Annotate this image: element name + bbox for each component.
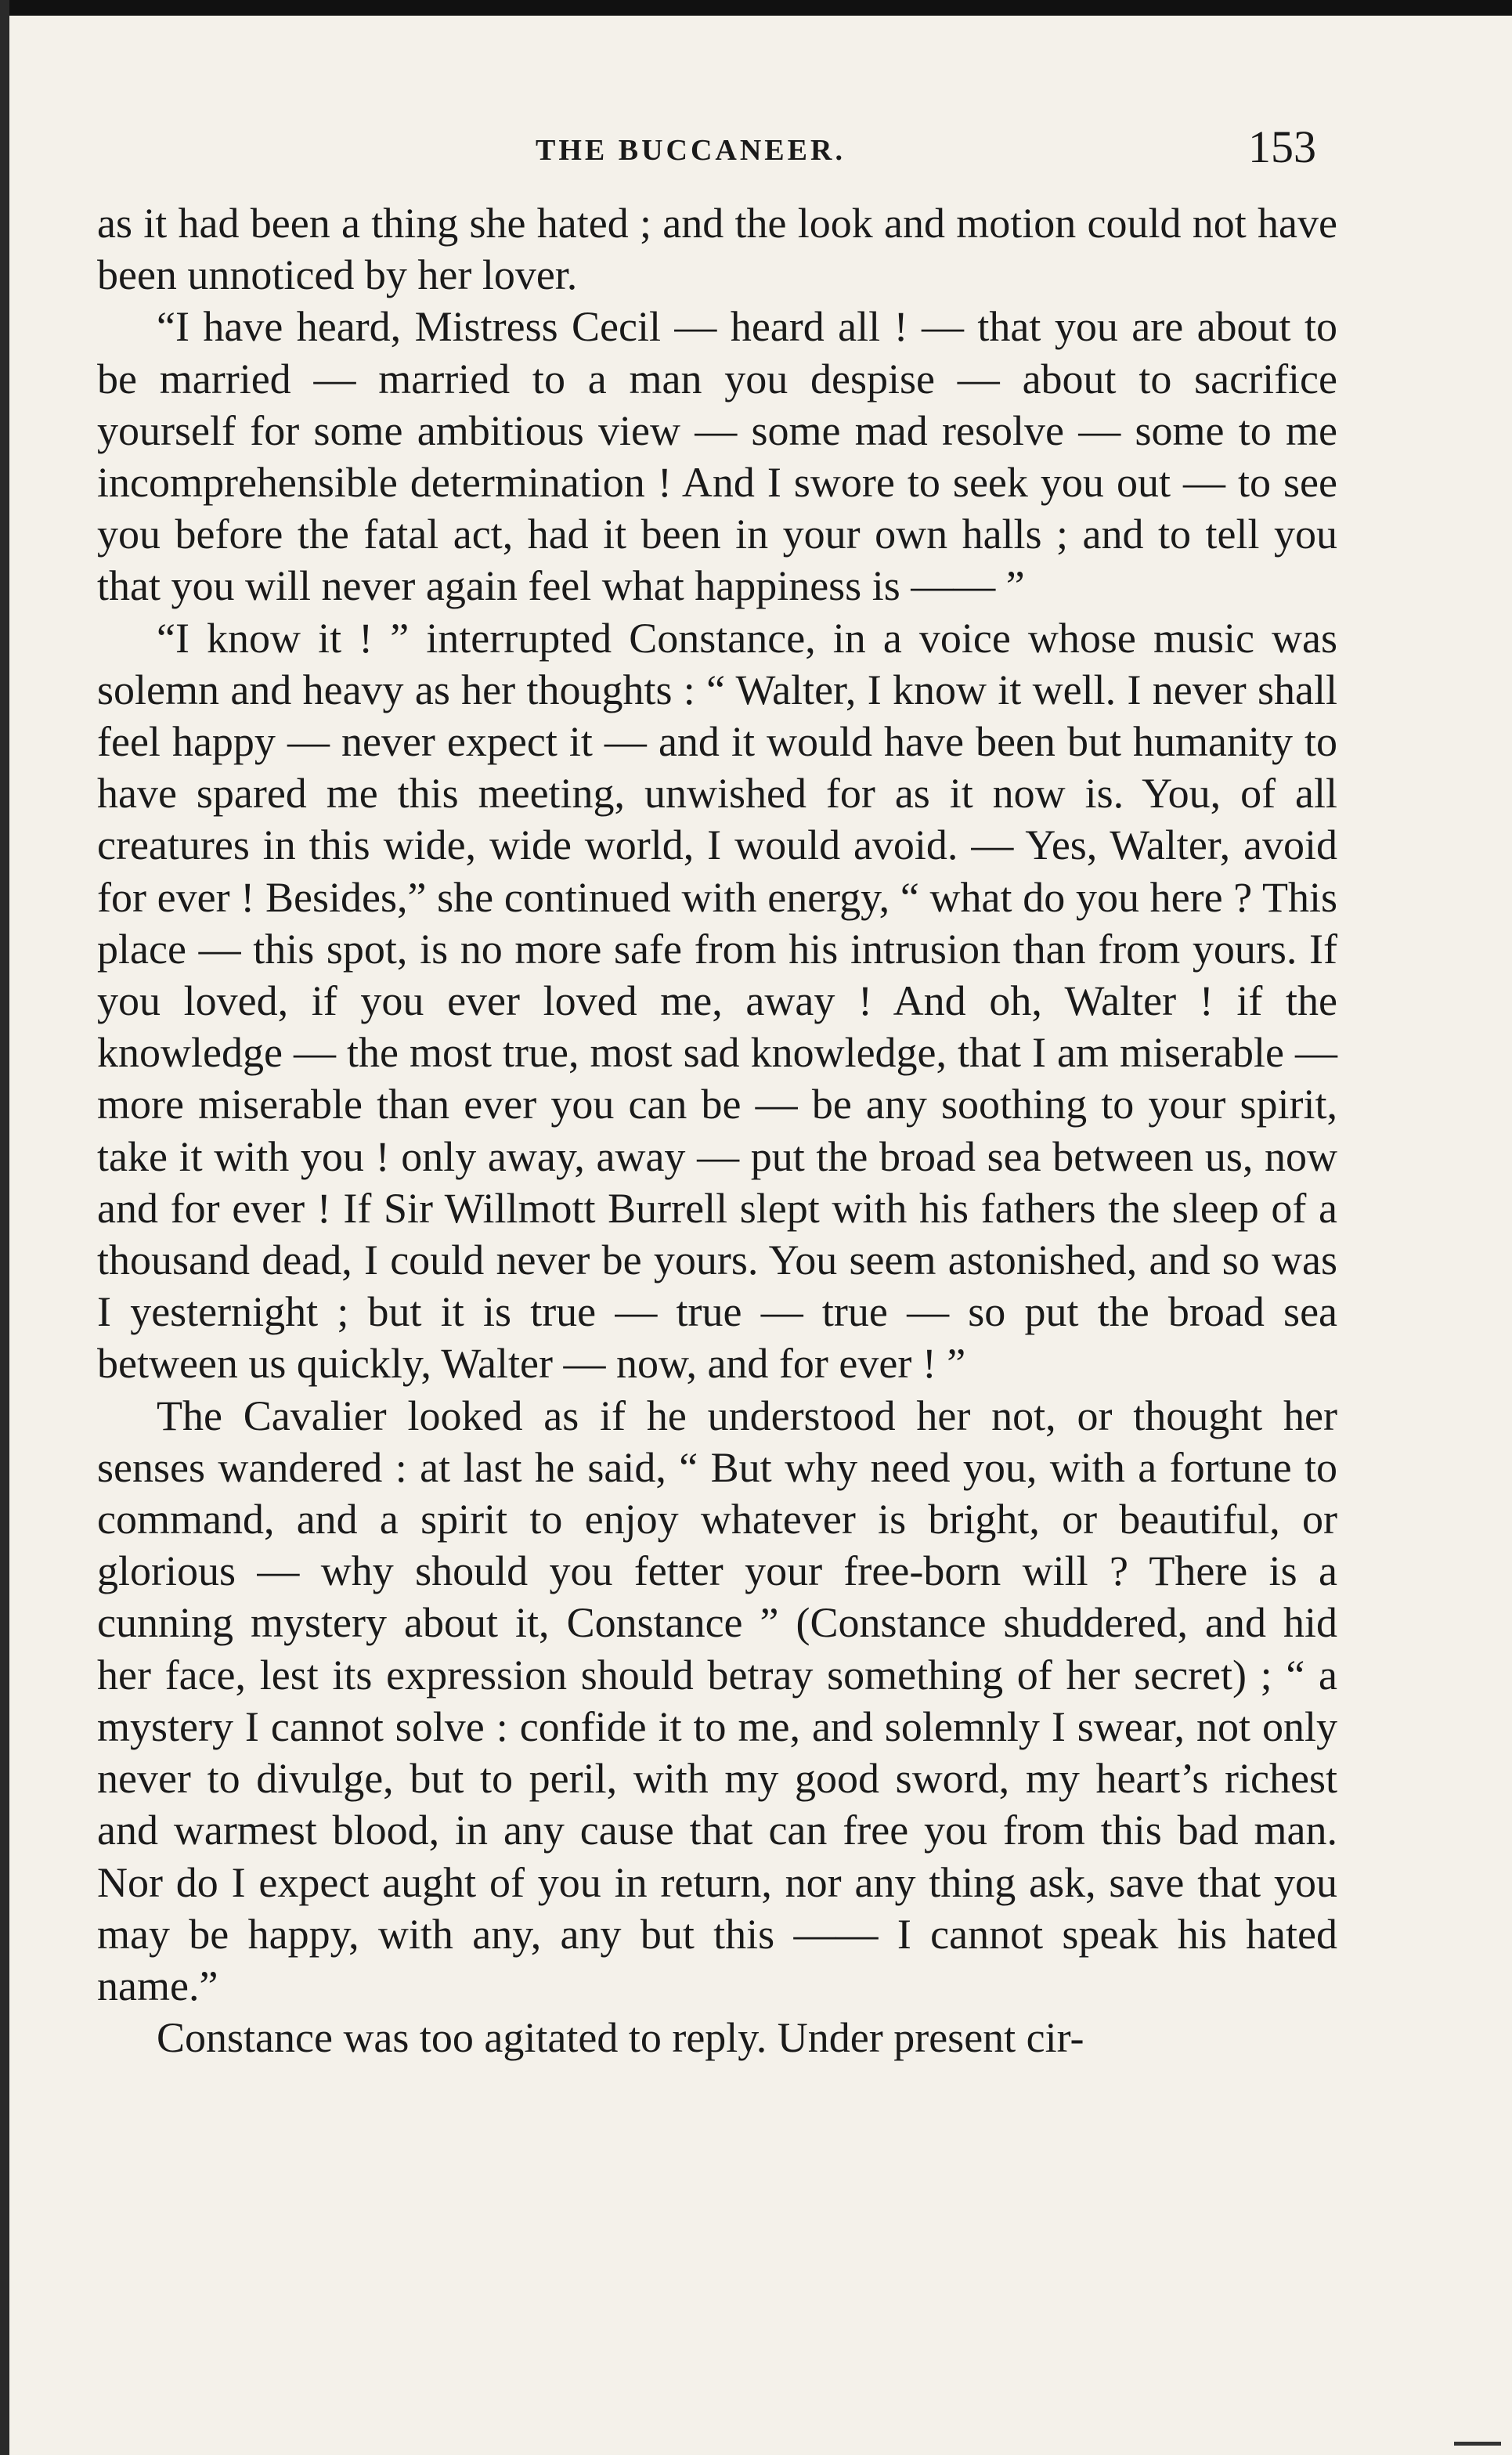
running-head: THE BUCCANEER. [536, 134, 846, 167]
paragraph: “I have heard, Mistress Cecil — heard all ! — that you are about to be married — married to a man you despise — about to sacrifice yourself for some ambitious view — some mad resolve — some to me incomprehensible determination ! And I swore to seek you out — to see you before the fatal act, had it been in your own halls ; and to tell you that you will never again feel what happiness is —— ” [97, 303, 1337, 610]
paragraph: as it had been a thing she hated ; and the look and motion could not have been unnoticed by her lover. [97, 200, 1337, 299]
paragraph: Constance was too agitated to reply. Under present cir- [157, 2014, 1084, 2062]
paragraph: “I know it ! ” interrupted Constance, in a voice whose music was solemn and heavy as her thoughts : “ Walter, I know it well. I never shall feel happy — never expect it — and it would have been but humanity to have spared me this meeting, unwished for as it now is. You, of all creatures in this wide, wide world, I would avoid. — Yes, Walter, avoid for ever ! Besides,” she continued with energy, “ what do you here ? This place — this spot, is no more safe from his intrusion than from yours. If you loved, if you ever loved me, away ! And oh, Walter ! if the knowledge — the most true, most sad knowledge, that I am miserable — more miserable than ever you can be — be any soothing to your spirit, take it with you ! only away, away — put the broad sea between us, now and for ever ! If Sir Willmott Burrell slept with his fathers the sleep of a thousand dead, I could never be yours. You seem astonished, and so was I yesternight ; but it is true — true — true — so put the broad sea between us quickly, Walter — now, and for ever ! ” [97, 614, 1337, 1388]
top-edge-rule [0, 0, 1512, 16]
page-number: 153 [1248, 121, 1316, 172]
left-edge-rule [0, 0, 9, 2455]
paragraph: The Cavalier looked as if he understood her not, or thought her senses wandered : at last he said, “ But why need you, with a fortune to command, and a spirit to enjoy whatever is bright, or beautiful, or glorious — why should you fetter your free-born will ? There is a cunning mystery about it, Constance ” (Constance shuddered, and hid her face, lest its expression should betray something of her secret) ; “ a mystery I cannot solve : confide it to me, and solemnly I swear, not only never to divulge, but to peril, with my good sword, my heart’s richest and warmest blood, in any cause that can free you from this bad man. Nor do I expect aught of you in return, nor any thing ask, save that you may be happy, with any, any but this —— I cannot speak his hated name.” [97, 1392, 1337, 2009]
scan-edge-mark [1454, 2442, 1501, 2446]
body-text [97, 197, 1337, 2063]
page-header [0, 117, 1512, 180]
